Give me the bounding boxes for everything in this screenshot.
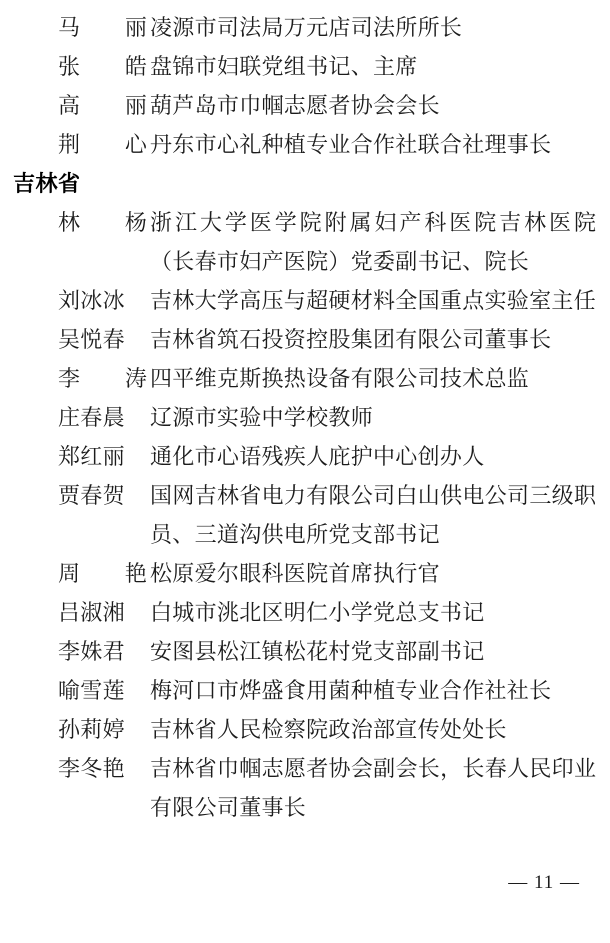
list-item bbox=[0, 125, 610, 164]
person-title bbox=[150, 359, 596, 398]
list-item bbox=[0, 398, 610, 437]
person-title-line: 吉林大学高压与超硬材料全国重点实验室主任 bbox=[150, 288, 597, 313]
list-item bbox=[0, 593, 610, 632]
person-title-line: 梅河口市烨盛食用菌种植专业合作社社长 bbox=[150, 678, 552, 703]
person-title bbox=[150, 476, 596, 554]
person-title-line: 吉林省筑石投资控股集团有限公司董事长 bbox=[150, 327, 552, 352]
person-name: 贾春贺 bbox=[58, 483, 125, 508]
person-title-line: 凌源市司法局万元店司法所所长 bbox=[150, 15, 463, 40]
person-name: 李姝君 bbox=[58, 639, 125, 664]
person-title-line: 吉林省人民检察院政治部宣传处处长 bbox=[150, 717, 507, 742]
person-name: 周 艳 bbox=[58, 561, 148, 586]
person-title bbox=[150, 671, 596, 710]
list-item bbox=[0, 320, 610, 359]
person-name: 高 丽 bbox=[58, 93, 148, 118]
person-name: 荆 心 bbox=[58, 132, 148, 157]
section-header-jilin-province: 吉林省 bbox=[13, 171, 81, 196]
person-title bbox=[150, 8, 596, 47]
person-title bbox=[150, 554, 596, 593]
person-title-line: 四平维克斯换热设备有限公司技术总监 bbox=[150, 366, 530, 391]
person-title-line: 松原爱尔眼科医院首席执行官 bbox=[150, 561, 440, 586]
person-title-line: 浙江大学医学院附属妇产科医院吉林医院 bbox=[150, 210, 596, 235]
list-item bbox=[0, 710, 610, 749]
person-title bbox=[150, 749, 596, 827]
list-item bbox=[0, 749, 610, 827]
person-title bbox=[150, 47, 596, 86]
person-title-line: 辽源市实验中学校教师 bbox=[150, 405, 374, 430]
list-item bbox=[0, 8, 610, 47]
list-item bbox=[0, 359, 610, 398]
person-name: 庄春晨 bbox=[58, 405, 125, 430]
person-title bbox=[150, 203, 596, 281]
person-title bbox=[150, 281, 596, 320]
person-title-line: 白城市洮北区明仁小学党总支书记 bbox=[150, 600, 485, 625]
person-name: 吴悦春 bbox=[58, 327, 125, 352]
person-title-line: 有限公司董事长 bbox=[150, 795, 307, 820]
person-name: 林 杨 bbox=[58, 210, 148, 235]
person-name: 张 皓 bbox=[58, 54, 148, 79]
person-title bbox=[150, 320, 596, 359]
list-item bbox=[0, 281, 610, 320]
person-title bbox=[150, 398, 596, 437]
person-title bbox=[150, 593, 596, 632]
person-title-line: 盘锦市妇联党组书记、主席 bbox=[150, 54, 418, 79]
list-item bbox=[0, 203, 610, 281]
page-number: — 11 — bbox=[508, 872, 580, 893]
person-name: 李冬艳 bbox=[58, 756, 125, 781]
person-title-line: 安图县松江镇松花村党支部副书记 bbox=[150, 639, 485, 664]
person-title-line: 员、三道沟供电所党支部书记 bbox=[150, 522, 440, 547]
list-item bbox=[0, 671, 610, 710]
person-name: 喻雪莲 bbox=[58, 678, 125, 703]
person-title-line: 吉林省巾帼志愿者协会副会长，长春人民印业 bbox=[150, 756, 596, 781]
person-title bbox=[150, 632, 596, 671]
list-item bbox=[0, 47, 610, 86]
list-item bbox=[0, 632, 610, 671]
list-item bbox=[0, 86, 610, 125]
list-item bbox=[0, 554, 610, 593]
person-title-line: 通化市心语残疾人庇护中心创办人 bbox=[150, 444, 485, 469]
list-item bbox=[0, 476, 610, 554]
person-title-line: （长春市妇产医院）党委副书记、院长 bbox=[150, 249, 530, 274]
person-name: 孙莉婷 bbox=[58, 717, 125, 742]
person-name: 马 丽 bbox=[58, 15, 148, 40]
person-title bbox=[150, 710, 596, 749]
person-name: 刘冰冰 bbox=[58, 288, 125, 313]
person-title-line: 国网吉林省电力有限公司白山供电公司三级职 bbox=[150, 483, 596, 508]
person-title-line: 丹东市心礼种植专业合作社联合社理事长 bbox=[150, 132, 552, 157]
person-title bbox=[150, 437, 596, 476]
person-name: 吕淑湘 bbox=[58, 600, 125, 625]
person-name: 郑红丽 bbox=[58, 444, 125, 469]
person-title bbox=[150, 86, 596, 125]
person-title bbox=[150, 125, 596, 164]
list-item bbox=[0, 437, 610, 476]
person-title-line: 葫芦岛市巾帼志愿者协会会长 bbox=[150, 93, 440, 118]
person-name: 李 涛 bbox=[58, 366, 148, 391]
